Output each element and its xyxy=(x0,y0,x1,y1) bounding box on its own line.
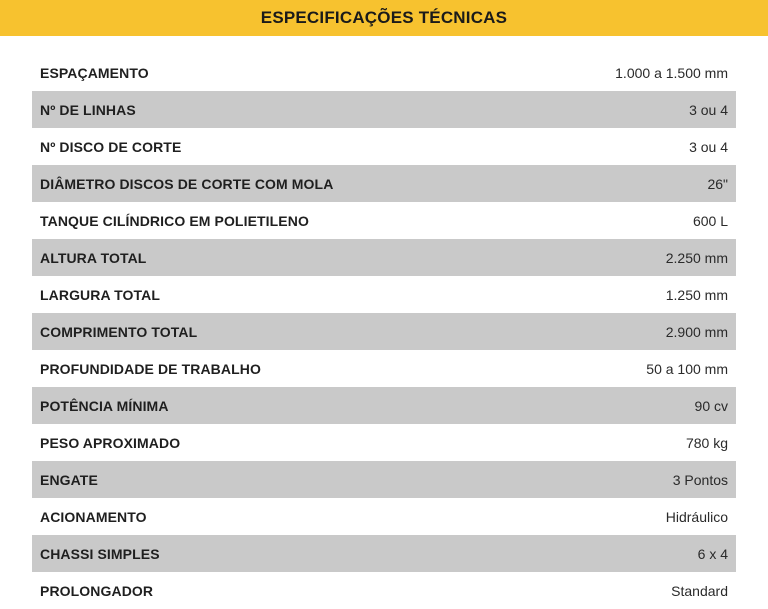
spec-row-diametro-discos xyxy=(32,165,736,202)
spec-value: 3 ou 4 xyxy=(689,138,728,155)
spec-row-espacamento xyxy=(32,54,736,91)
spec-label: ACIONAMENTO xyxy=(40,508,147,525)
spec-row-prolongador xyxy=(32,572,736,609)
spec-value: 2.900 mm xyxy=(665,323,728,340)
spec-label: Nº DISCO DE CORTE xyxy=(40,138,182,155)
spec-value: 1.250 mm xyxy=(665,286,728,303)
spec-value: 600 L xyxy=(692,212,728,229)
spec-label: ALTURA TOTAL xyxy=(40,249,147,266)
spec-value: 2.250 mm xyxy=(665,249,728,266)
spec-value: 90 cv xyxy=(694,397,728,414)
spec-row-peso xyxy=(32,424,736,461)
spec-label: ESPAÇAMENTO xyxy=(40,64,149,81)
spec-label: PROLONGADOR xyxy=(40,582,154,599)
spec-row-engate xyxy=(32,461,736,498)
spec-table xyxy=(32,54,736,609)
spec-row-largura-total xyxy=(32,276,736,313)
spec-header xyxy=(0,0,768,36)
spec-row-profundidade xyxy=(32,350,736,387)
spec-label: PESO APROXIMADO xyxy=(40,434,181,451)
spec-row-comprimento-total xyxy=(32,313,736,350)
spec-value: Hidráulico xyxy=(665,508,728,525)
spec-row-chassi xyxy=(32,535,736,572)
spec-value: 6 x 4 xyxy=(697,545,728,562)
spec-label: CHASSI SIMPLES xyxy=(40,545,160,562)
spec-value: 1.000 a 1.500 mm xyxy=(615,64,728,81)
spec-row-linhas xyxy=(32,91,736,128)
spec-row-disco-corte xyxy=(32,128,736,165)
spec-value: 3 ou 4 xyxy=(689,101,728,118)
spec-row-altura-total xyxy=(32,239,736,276)
spec-value: 780 kg xyxy=(685,434,728,451)
spec-label: ENGATE xyxy=(40,471,98,488)
spec-row-tanque xyxy=(32,202,736,239)
spec-value: 50 a 100 mm xyxy=(646,360,728,377)
spec-label: DIÂMETRO DISCOS DE CORTE COM MOLA xyxy=(40,175,334,192)
spec-label: PROFUNDIDADE DE TRABALHO xyxy=(40,360,261,377)
spec-value: Standard xyxy=(671,582,728,599)
spec-label: LARGURA TOTAL xyxy=(40,286,161,303)
spec-row-acionamento xyxy=(32,498,736,535)
spec-value: 3 Pontos xyxy=(672,471,728,488)
spec-label: TANQUE CILÍNDRICO EM POLIETILENO xyxy=(40,212,309,229)
spec-row-potencia xyxy=(32,387,736,424)
spec-label: POTÊNCIA MÍNIMA xyxy=(40,397,169,414)
page-title: ESPECIFICAÇÕES TÉCNICAS xyxy=(260,8,508,27)
spec-label: COMPRIMENTO TOTAL xyxy=(40,323,198,340)
spec-label: Nº DE LINHAS xyxy=(40,101,136,118)
spec-value: 26" xyxy=(707,175,728,192)
